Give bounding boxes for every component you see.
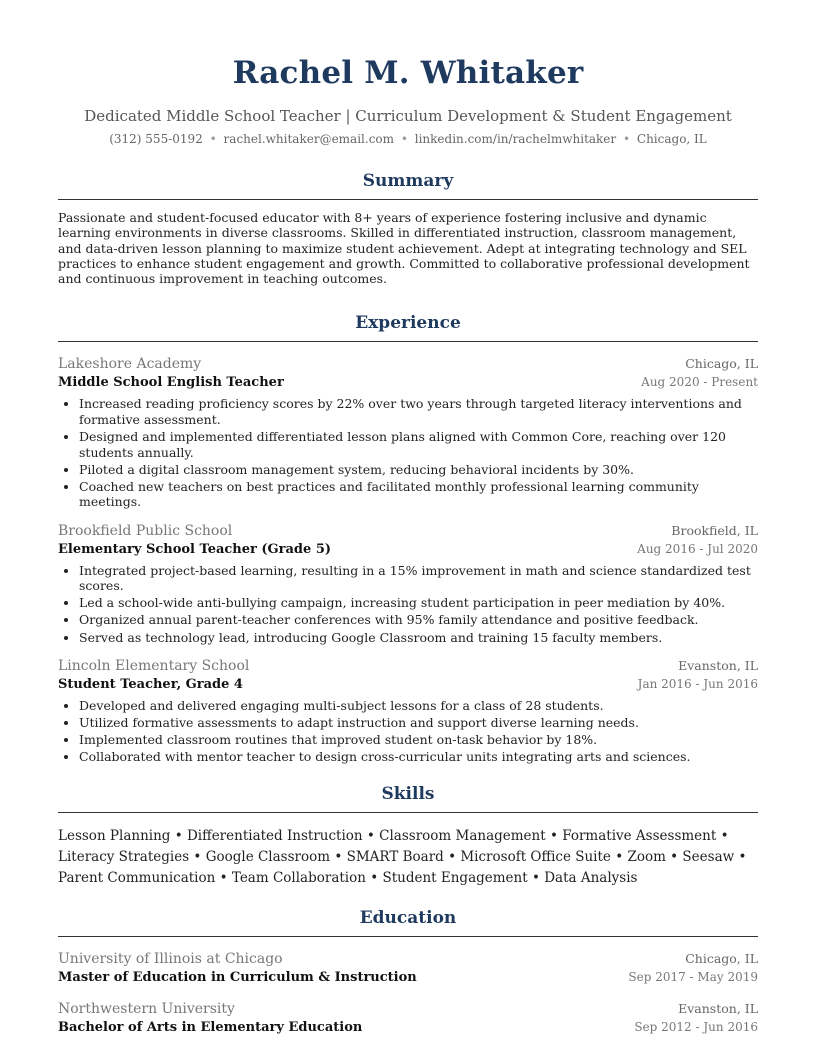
contact-location: Chicago, IL bbox=[636, 132, 707, 146]
job-organization: Lakeshore Academy bbox=[58, 356, 202, 373]
job-bullet: • Integrated project-based learning, resulting in a 15% improvement in math and science standardized test scores. bbox=[79, 563, 758, 594]
job-bullet: • Collaborated with mentor teacher to design cross-curricular units integrating arts and sciences. bbox=[79, 749, 758, 765]
job-bullet: • Served as technology lead, introducing Google Classroom and training 15 faculty members. bbox=[79, 630, 758, 646]
degree-name: Bachelor of Arts in Elementary Education bbox=[58, 1019, 363, 1035]
education-section bbox=[58, 908, 758, 1037]
degree-row bbox=[58, 1018, 758, 1037]
job-bullet: • Coached new teachers on best practices and facilitated monthly professional learning community meetings. bbox=[79, 479, 758, 510]
job-role: Middle School English Teacher bbox=[58, 375, 284, 391]
degree-row bbox=[58, 968, 758, 987]
degree-dates: Sep 2012 - Jun 2016 bbox=[634, 1019, 758, 1034]
contact-phone: (312) 555-0192 bbox=[109, 132, 203, 146]
job-role-row bbox=[58, 373, 758, 392]
education-header-row bbox=[58, 950, 758, 968]
school-name: University of Illinois at Chicago bbox=[58, 950, 283, 967]
education-entry bbox=[58, 950, 758, 987]
job-bullet: • Developed and delivered engaging multi-subject lessons for a class of 28 students. bbox=[79, 698, 758, 714]
skills-list: Lesson Planning • Differentiated Instruction • Classroom Management • Formative Assessment • Literacy Strategies • Google Classroom • SMART Board • Microsoft Office Suite • Zoom • Seesaw • Parent Communication • Team Collaboration • Student Engagement • Data Analysis bbox=[58, 827, 747, 886]
job-entry bbox=[58, 522, 758, 645]
job-header-row bbox=[58, 355, 758, 373]
degree-dates: Sep 2017 - May 2019 bbox=[628, 969, 758, 984]
candidate-tagline: Dedicated Middle School Teacher | Curriculum Development & Student Engagement bbox=[84, 107, 732, 125]
job-entry bbox=[58, 657, 758, 765]
job-bullet: • Utilized formative assessments to adapt instruction and support diverse learning needs. bbox=[79, 715, 758, 731]
contact-linkedin[interactable]: linkedin.com/in/rachelmwhitaker bbox=[414, 132, 617, 146]
school-name: Northwestern University bbox=[58, 1000, 235, 1017]
job-bullets bbox=[58, 563, 758, 645]
job-location: Brookfield, IL bbox=[671, 522, 758, 538]
experience-section bbox=[58, 313, 758, 764]
job-header-row bbox=[58, 522, 758, 540]
job-dates: Jan 2016 - Jun 2016 bbox=[637, 677, 758, 692]
job-location: Chicago, IL bbox=[685, 356, 758, 372]
job-bullet: • Led a school-wide anti-bullying campaign, increasing student participation in peer mediation by 40%. bbox=[79, 595, 758, 611]
section-title-summary: Summary bbox=[58, 171, 758, 200]
job-bullets bbox=[58, 698, 758, 765]
job-bullet: • Designed and implemented differentiated lesson plans aligned with Common Core, reaching over 120 students annually. bbox=[79, 429, 758, 460]
summary-section bbox=[58, 171, 758, 286]
job-organization: Lincoln Elementary School bbox=[58, 658, 250, 675]
candidate-name: Rachel M. Whitaker bbox=[232, 55, 584, 91]
job-bullet: • Implemented classroom routines that improved student on-task behavior by 18%. bbox=[79, 732, 758, 748]
job-organization: Brookfield Public School bbox=[58, 522, 233, 539]
contact-line bbox=[58, 131, 758, 147]
section-title-education: Education bbox=[58, 908, 758, 937]
job-bullet: • Increased reading proficiency scores by 22% over two years through targeted literacy interventions and formative assessment. bbox=[79, 396, 758, 427]
job-role-row bbox=[58, 675, 758, 694]
job-bullet: • Piloted a digital classroom management system, reducing behavioral incidents by 30%. bbox=[79, 462, 758, 478]
job-bullet: • Organized annual parent-teacher conferences with 95% family attendance and positive feedback. bbox=[79, 612, 758, 628]
job-dates: Aug 2016 - Jul 2020 bbox=[637, 541, 758, 556]
contact-separator: • bbox=[622, 132, 631, 146]
school-location: Chicago, IL bbox=[685, 950, 758, 966]
contact-separator: • bbox=[209, 132, 217, 146]
job-role: Student Teacher, Grade 4 bbox=[58, 677, 243, 693]
education-entry bbox=[58, 1000, 758, 1037]
school-location: Evanston, IL bbox=[678, 1000, 758, 1016]
section-title-experience: Experience bbox=[58, 313, 758, 342]
job-bullets bbox=[58, 396, 758, 509]
contact-separator: • bbox=[400, 132, 408, 146]
job-role: Elementary School Teacher (Grade 5) bbox=[58, 541, 332, 557]
job-entry bbox=[58, 355, 758, 509]
job-header-row bbox=[58, 657, 758, 675]
job-dates: Aug 2020 - Present bbox=[641, 375, 758, 390]
skills-section bbox=[58, 784, 758, 889]
job-location: Evanston, IL bbox=[678, 658, 758, 674]
job-role-row bbox=[58, 540, 758, 559]
education-header-row bbox=[58, 1000, 758, 1018]
summary-text: Passionate and student-focused educator with 8+ years of experience fostering inclusive and dynamic learning environments in diverse classrooms. Skilled in differentiated instruction, classroom management, and data-driven lesson planning to maximize student achievement. Adept at integrating technology and SEL practices to enhance student engagement and growth. Committed to collaborative professional development and continuous improvement in teaching outcomes. bbox=[58, 210, 750, 287]
contact-email[interactable]: rachel.whitaker@email.com bbox=[223, 132, 395, 146]
degree-name: Master of Education in Curriculum & Instruction bbox=[58, 969, 417, 985]
section-title-skills: Skills bbox=[58, 784, 758, 813]
